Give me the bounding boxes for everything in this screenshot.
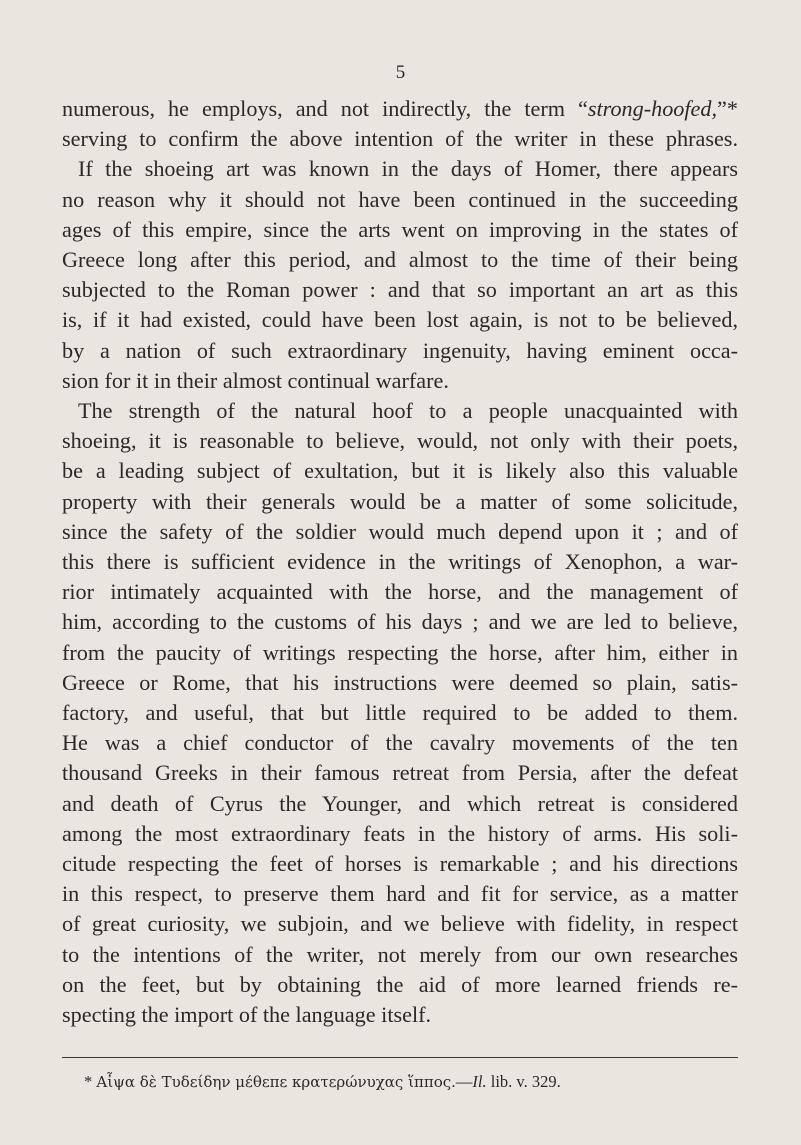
text-line: on the feet, but by obtaining the aid of more learned friends re- <box>62 971 738 997</box>
footnote-dash: — <box>455 1072 473 1091</box>
text-line: to the intentions of the writer, not merely from our own researches <box>62 941 738 967</box>
text-line <box>62 94 738 124</box>
text-line: ages of this empire, since the arts went on improving in the states of <box>62 216 738 242</box>
text-line: be a leading subject of exultation, but it is likely also this valuable <box>62 458 738 484</box>
text-line: He was a chief conductor of the cavalry movements of the ten <box>62 730 738 756</box>
page-number: 5 <box>395 62 406 83</box>
text-line: serving to confirm the above intention of the writer in these phrases. <box>62 126 738 152</box>
text-line: The strength of the natural hoof to a people unacquainted with <box>78 398 738 424</box>
text-fragment: numerous, he employs, and not indirectly, the term “ <box>62 96 588 121</box>
text-line: Greece or Rome, that his instructions were deemed so plain, satis- <box>62 669 738 695</box>
footnote-reference: lib. v. 329. <box>490 1072 561 1091</box>
footnote <box>84 1071 744 1093</box>
text-line: citude respecting the feet of horses is remarkable ; and his directions <box>62 851 738 877</box>
text-line: since the safety of the soldier would much depend upon it ; and of <box>62 518 738 544</box>
text-line: factory, and useful, that but little required to be added to them. <box>62 700 738 726</box>
italic-term: strong-hoofed, <box>587 96 718 121</box>
text-line: shoeing, it is reasonable to believe, would, not only with their poets, <box>62 428 738 454</box>
text-line: rior intimately acquainted with the horse, and the management of <box>62 579 738 605</box>
text-line: specting the import of the language itself. <box>62 1002 432 1028</box>
text-line: property with their generals would be a matter of some solicitude, <box>62 488 738 514</box>
footnote-marker: * <box>84 1072 93 1091</box>
text-line: in this respect, to preserve them hard and fit for service, as a matter <box>62 881 738 907</box>
text-line: from the paucity of writings respecting the horse, after him, either in <box>62 639 738 665</box>
text-line: him, according to the customs of his days ; and we are led to believe, <box>62 609 738 635</box>
footnote-marker: ”* <box>717 96 738 121</box>
text-line: Greece long after this period, and almost to the time of their being <box>62 247 738 273</box>
text-line: among the most extraordinary feats in the history of arms. His soli- <box>62 820 738 846</box>
text-line: by a nation of such extraordinary ingenuity, having eminent occa- <box>62 337 738 363</box>
footnote-source: Il. <box>472 1072 487 1091</box>
text-line: If the shoeing art was known in the days of Homer, there appears <box>78 156 738 182</box>
text-line: of great curiosity, we subjoin, and we believe with fidelity, in respect <box>62 911 738 937</box>
text-line: thousand Greeks in their famous retreat from Persia, after the defeat <box>62 760 738 786</box>
text-line: and death of Cyrus the Younger, and which retreat is considered <box>62 790 738 816</box>
text-line: no reason why it should not have been continued in the succeeding <box>62 186 738 212</box>
text-line: subjected to the Roman power : and that so important an art as this <box>62 277 738 303</box>
text-line: this there is sufficient evidence in the writings of Xenophon, a war- <box>62 549 738 575</box>
body-text <box>62 94 738 1030</box>
footnote-divider <box>62 1057 738 1058</box>
text-line: sion for it in their almost continual warfare. <box>62 367 449 393</box>
footnote-greek-quote: Αἶψα δὲ Τυδείδην μέθεπε κρατερώνυχας ἵππος. <box>96 1073 456 1091</box>
text-line: is, if it had existed, could have been lost again, is not to be believed, <box>62 307 738 333</box>
